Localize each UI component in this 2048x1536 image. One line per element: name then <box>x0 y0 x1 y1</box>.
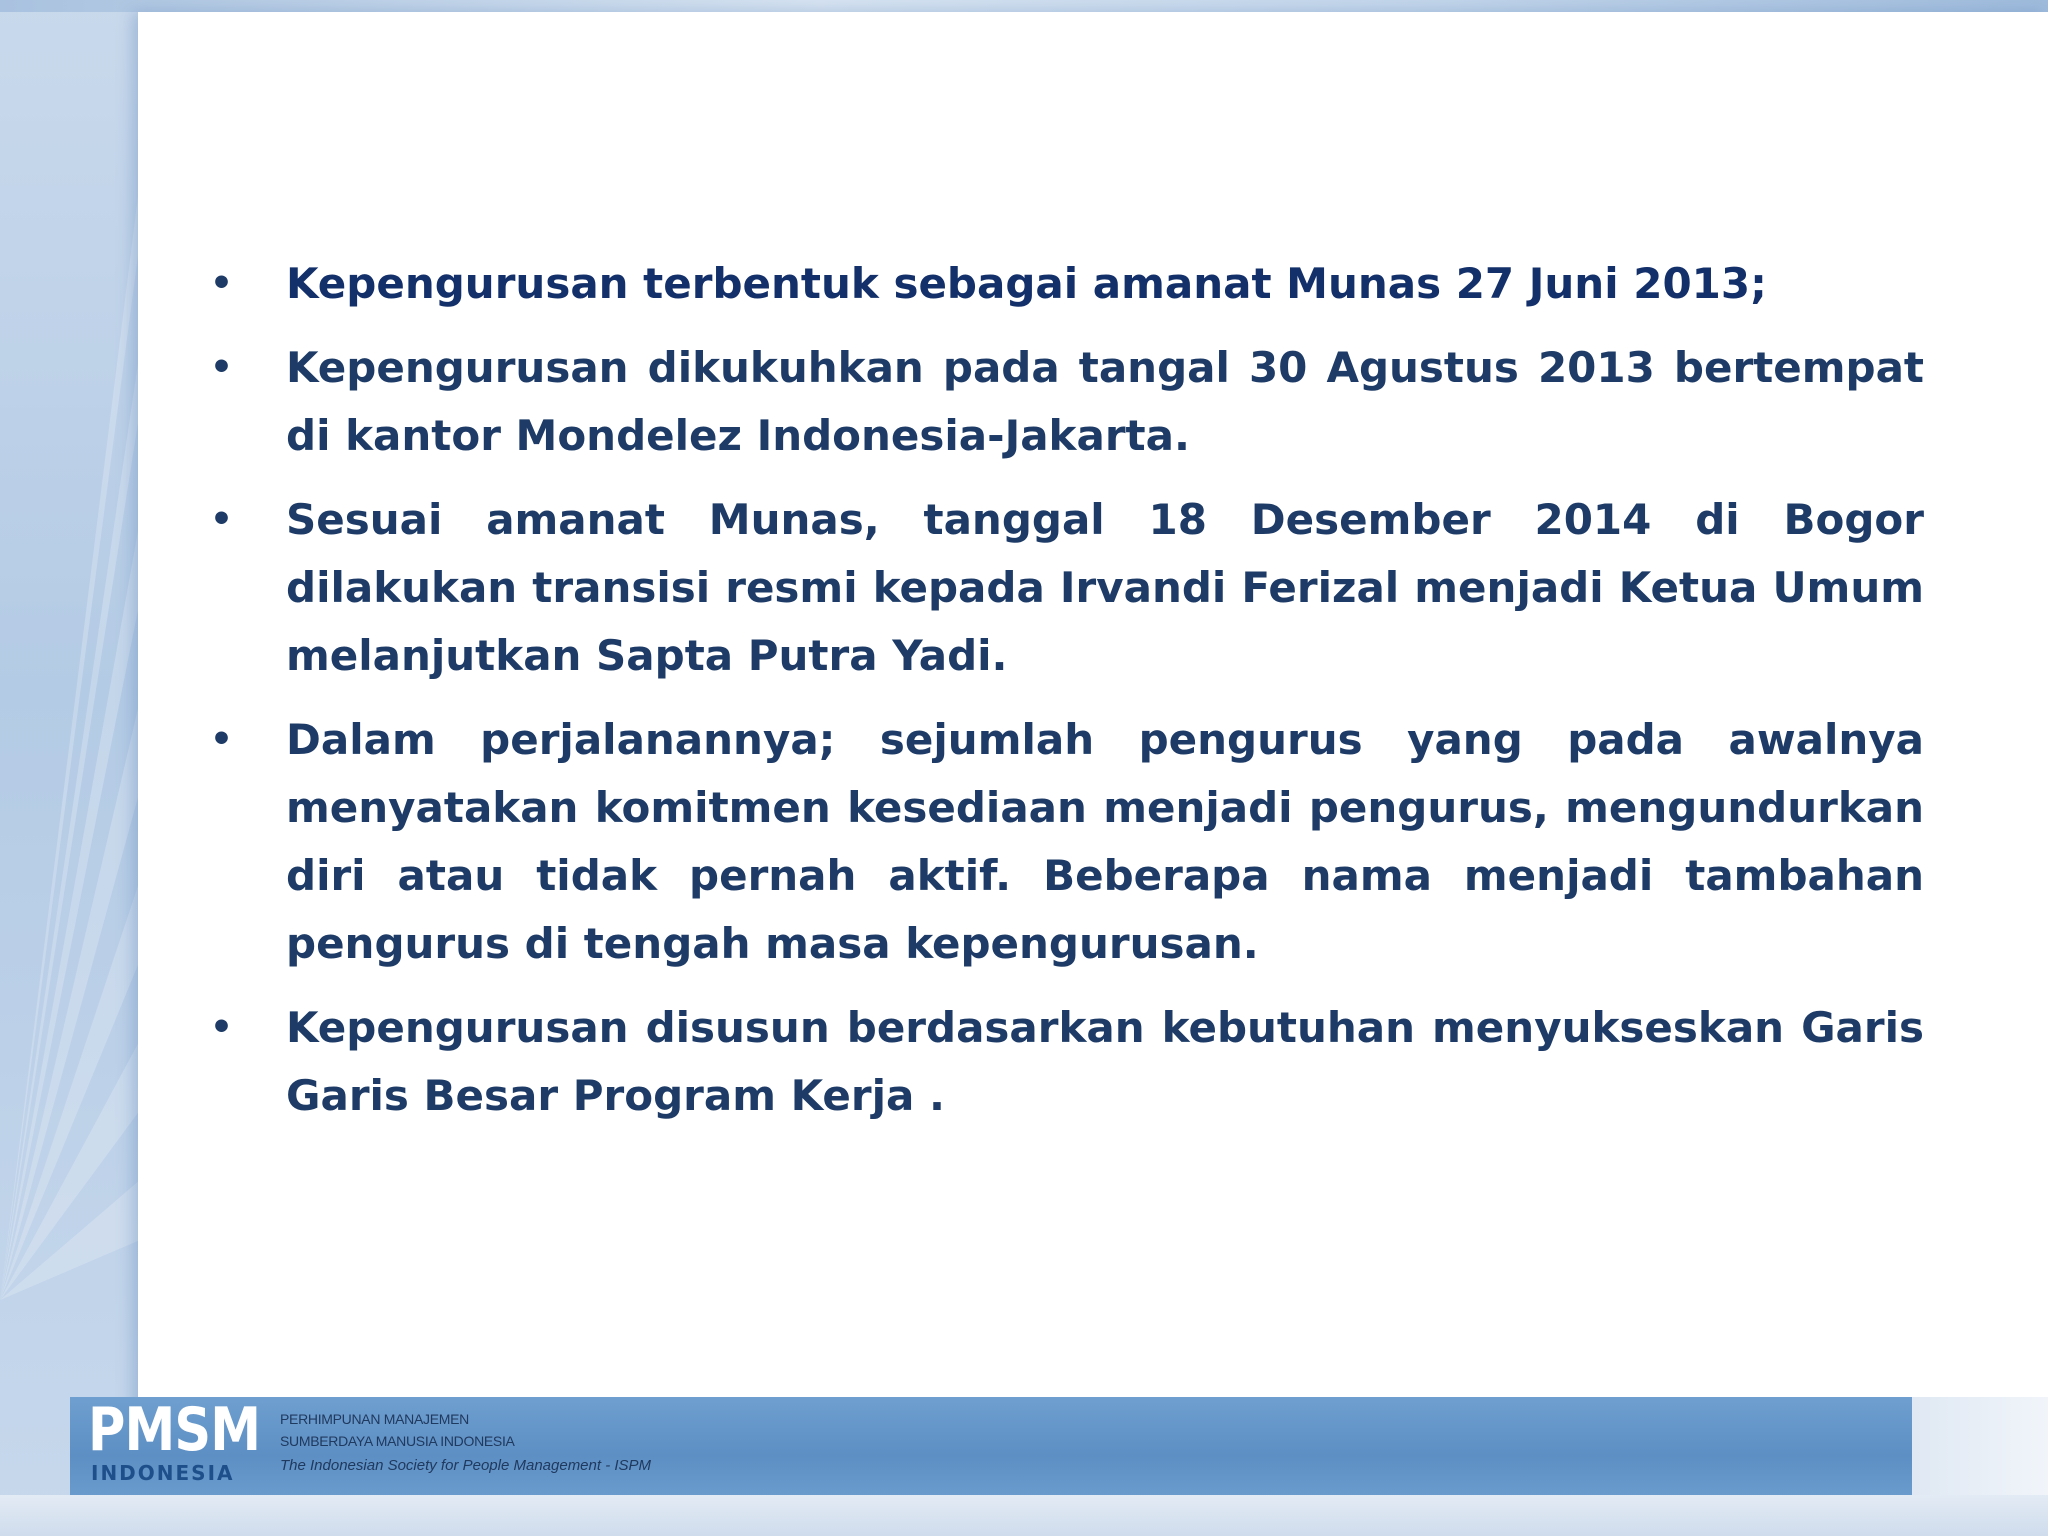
logo-wordmark: PMSM <box>88 1395 261 1465</box>
bullet-list <box>200 250 1924 1146</box>
bullet-item <box>200 334 1924 470</box>
org-name-line-1: PERHIMPUNAN MANAJEMEN <box>280 1411 469 1427</box>
bullet-item <box>200 994 1924 1130</box>
bullet-point: • <box>210 499 234 540</box>
org-name-line-2: SUMBERDAYA MANUSIA INDONESIA <box>280 1433 515 1449</box>
top-edge-strip <box>0 0 2048 12</box>
bullet-text: Kepengurusan terbentuk sebagai amanat Munas 27 Juni 2013; <box>286 259 1767 308</box>
logo-subtitle: INDONESIA <box>91 1461 235 1485</box>
organization-name <box>280 1408 651 1478</box>
bullet-item <box>200 486 1924 690</box>
bullet-point: • <box>210 1007 234 1048</box>
bullet-text: Sesuai amanat Munas, tanggal 18 Desember 2014 di Bogor dilakukan transisi resmi kepada Irvandi Ferizal menjadi Ketua Umum melanjutkan Sapta Putra Yadi. <box>286 495 1924 680</box>
bullet-text: Kepengurusan disusun berdasarkan kebutuhan menyukseskan Garis Garis Besar Program Kerja . <box>286 1003 1924 1120</box>
bullet-item <box>200 250 1924 318</box>
org-tagline: The Indonesian Society for People Management - ISPM <box>280 1457 652 1474</box>
bullet-point: • <box>210 263 234 304</box>
footer-right-fade <box>1912 1397 2048 1495</box>
bullet-text: Dalam perjalanannya; sejumlah pengurus yang pada awalnya menyatakan komitmen kesediaan menjadi pengurus, mengundurkan diri atau tidak pernah aktif. Beberapa nama menjadi tambahan pengurus di tengah masa kepengurusan. <box>286 715 1924 968</box>
bullet-point: • <box>210 347 234 388</box>
bullet-item <box>200 706 1924 978</box>
bullet-point: • <box>210 719 234 760</box>
bullet-text: Kepengurusan dikukuhkan pada tangal 30 Agustus 2013 bertempat di kantor Mondelez Indonesia-Jakarta. <box>286 343 1924 460</box>
pmsm-logo <box>88 1395 261 1490</box>
bottom-edge-strip <box>0 1495 2048 1536</box>
